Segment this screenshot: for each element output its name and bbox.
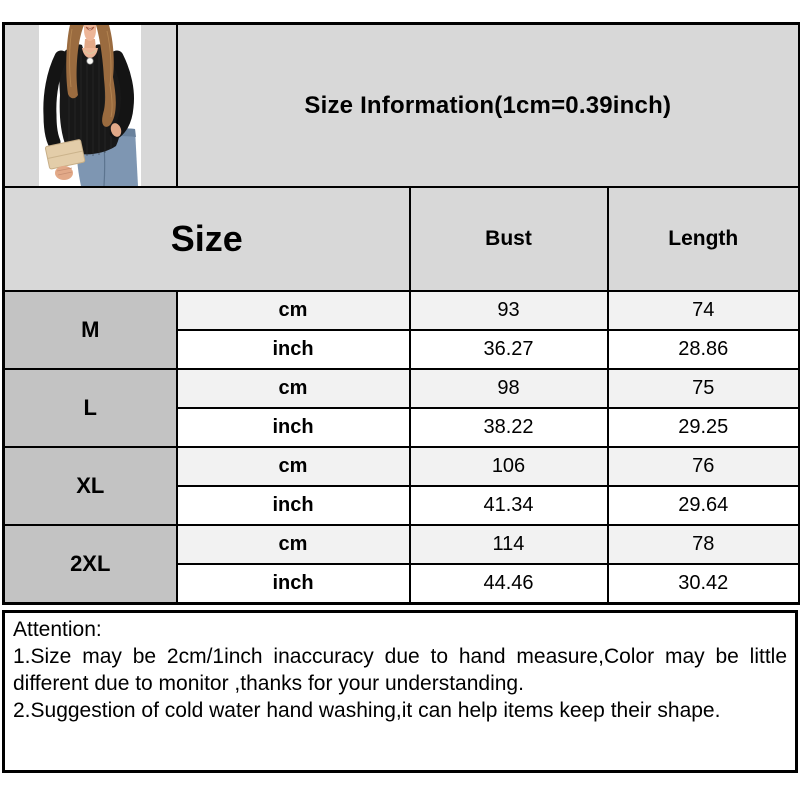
length-cm-value: 74 [608, 291, 800, 330]
column-header-length: Length [608, 187, 800, 291]
unit-label-cm: cm [177, 291, 410, 330]
length-inch-value: 29.64 [608, 486, 800, 525]
attention-notes [2, 610, 798, 773]
length-cm-value: 75 [608, 369, 800, 408]
unit-label-cm: cm [177, 369, 410, 408]
unit-label-inch: inch [177, 330, 410, 369]
bust-inch-value: 44.46 [410, 564, 608, 604]
bust-cm-value: 93 [410, 291, 608, 330]
size-label-xl: XL [4, 447, 177, 525]
table-row [4, 291, 800, 330]
length-inch-value: 29.25 [608, 408, 800, 447]
bust-cm-value: 114 [410, 525, 608, 564]
hand-holding-clutch [55, 166, 73, 180]
product-photo-illustration [39, 25, 141, 186]
unit-label-inch: inch [177, 564, 410, 604]
table-row [4, 369, 800, 408]
length-cm-value: 78 [608, 525, 800, 564]
page-title: Size Information(1cm=0.39inch) [177, 24, 800, 188]
attention-note-1: 1.Size may be 2cm/1inch inaccuracy due to hand measure,Color may be little different due to monitor ,thanks for your understanding. [13, 645, 787, 695]
size-label-m: M [4, 291, 177, 369]
product-photo-cell [4, 24, 177, 188]
attention-heading: Attention: [13, 618, 102, 641]
attention-note-2: 2.Suggestion of cold water hand washing,it can help items keep their shape. [13, 699, 721, 722]
bust-inch-value: 36.27 [410, 330, 608, 369]
bust-cm-value: 106 [410, 447, 608, 486]
column-header-size: Size [4, 187, 410, 291]
product-photo [39, 25, 141, 186]
unit-label-inch: inch [177, 408, 410, 447]
top-row [4, 24, 800, 188]
unit-label-cm: cm [177, 525, 410, 564]
unit-label-inch: inch [177, 486, 410, 525]
size-label-l: L [4, 369, 177, 447]
table-header-row [4, 187, 800, 291]
size-label-2xl: 2XL [4, 525, 177, 604]
bust-inch-value: 41.34 [410, 486, 608, 525]
size-information-table [2, 22, 800, 605]
bust-inch-value: 38.22 [410, 408, 608, 447]
table-row [4, 447, 800, 486]
unit-label-cm: cm [177, 447, 410, 486]
length-inch-value: 30.42 [608, 564, 800, 604]
column-header-bust: Bust [410, 187, 608, 291]
length-inch-value: 28.86 [608, 330, 800, 369]
length-cm-value: 76 [608, 447, 800, 486]
bust-cm-value: 98 [410, 369, 608, 408]
table-row [4, 525, 800, 564]
